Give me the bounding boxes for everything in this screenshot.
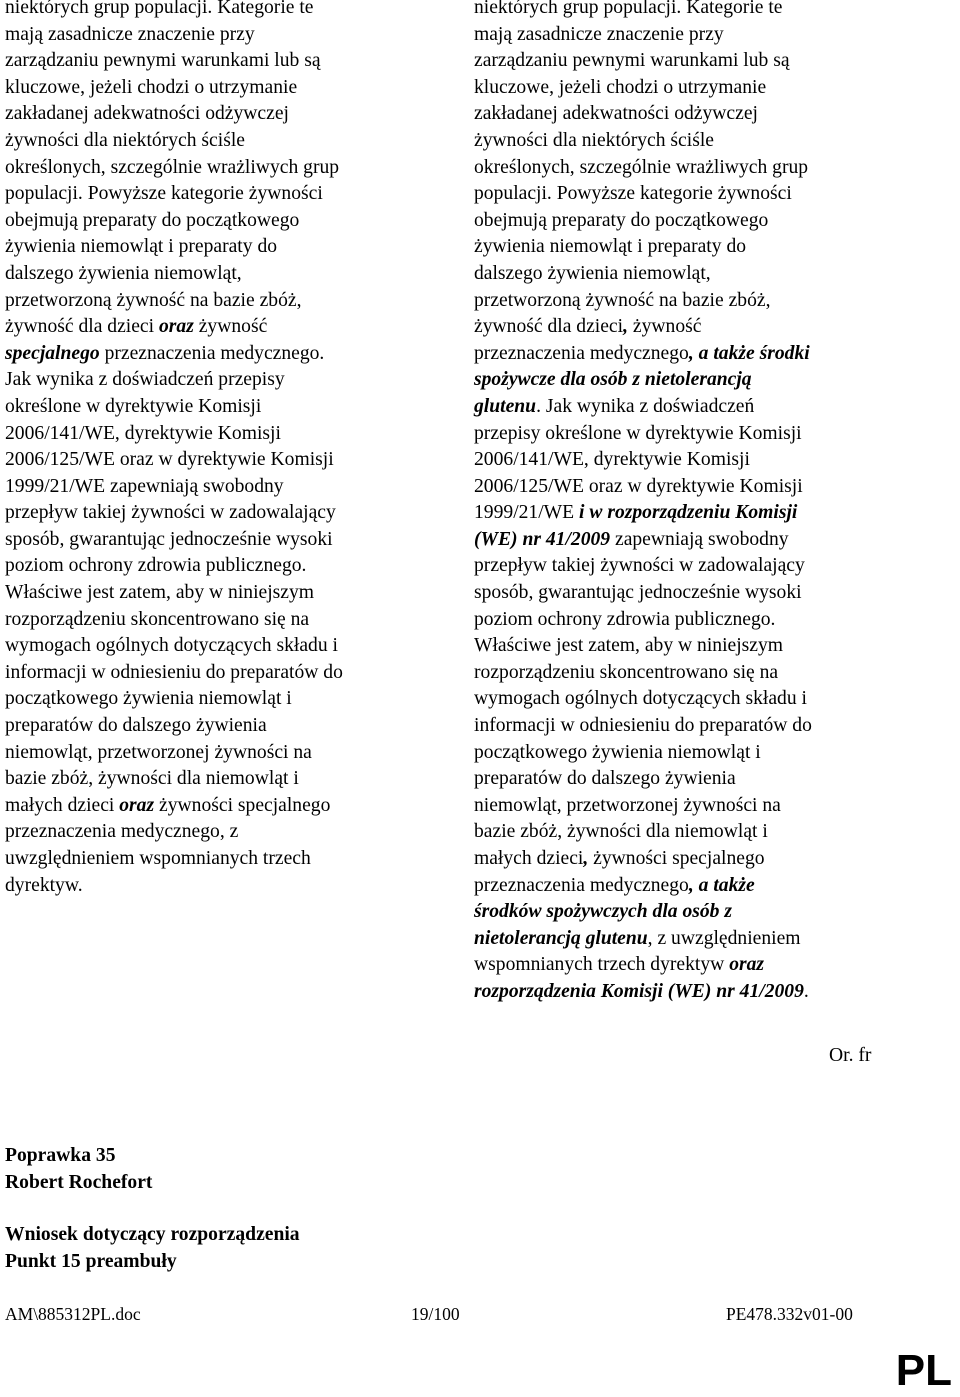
text-line <box>5 447 425 474</box>
text-line <box>5 686 425 713</box>
text-line <box>474 341 914 368</box>
text-line <box>474 873 914 900</box>
text-line <box>474 181 914 208</box>
amendment-number: Poprawka 35 <box>5 1145 116 1166</box>
text-run: preparatów do dalszego żywienia <box>474 768 736 790</box>
text-run: niektórych grup populacji. Kategorie te <box>5 0 314 18</box>
amended-text: , <box>583 848 589 869</box>
text-line <box>5 819 425 846</box>
language-code: PL <box>895 1346 952 1395</box>
text-run: wspomnianych trzech dyrektyw <box>474 954 730 976</box>
text-run: wymogach ogólnych dotyczących składu i <box>474 688 807 710</box>
text-line <box>474 979 914 1006</box>
text-line <box>5 0 425 22</box>
text-line <box>5 394 425 421</box>
text-line <box>474 22 914 49</box>
text-run: Jak wynika z doświadczeń przepisy <box>5 369 285 391</box>
text-line <box>474 208 914 235</box>
text-line <box>5 474 425 501</box>
text-line <box>5 261 425 288</box>
text-run: przetworzoną żywność na bazie zbóż, <box>5 289 302 311</box>
amended-text: (WE) nr 41/2009 <box>474 528 611 550</box>
text-run: 1999/21/WE zapewniają swobodny <box>5 475 284 497</box>
text-run: dyrektyw. <box>5 874 83 896</box>
text-run: , z uwzględnieniem <box>647 927 801 949</box>
text-line <box>474 261 914 288</box>
text-line <box>474 793 914 820</box>
footer-page-number: 19/100 <box>411 1304 460 1324</box>
text-line <box>5 553 425 580</box>
text-run: żywności dla niektórych ściśle <box>474 129 714 151</box>
text-run: przepływ takiej żywności w zadowalający <box>5 502 336 524</box>
text-line <box>474 367 914 394</box>
text-line <box>5 873 425 900</box>
text-line <box>474 819 914 846</box>
text-run: żywienia niemowląt i preparaty do <box>5 236 278 258</box>
text-line <box>5 181 425 208</box>
text-run: rozporządzeniu skoncentrowano się na <box>5 608 310 630</box>
text-run: Właściwe jest zatem, aby w niniejszym <box>5 582 315 604</box>
text-line <box>5 48 425 75</box>
text-run: małych dzieci <box>474 848 584 869</box>
text-line <box>5 766 425 793</box>
amended-text: środków spożywczych dla osób z <box>474 901 733 923</box>
text-run: przetworzoną żywność na bazie zbóż, <box>474 289 771 311</box>
text-line <box>474 607 914 634</box>
text-run: żywności dla niektórych ściśle <box>5 129 245 151</box>
text-run: określonych, szczególnie wrażliwych grup <box>5 156 340 178</box>
text-run: rozporządzeniu skoncentrowano się na <box>474 661 779 683</box>
text-line <box>5 421 425 448</box>
text-run: populacji. Powyższe kategorie żywności <box>5 183 323 205</box>
text-line <box>5 527 425 554</box>
text-line <box>474 48 914 75</box>
amended-text: spożywcze dla osób z nietolerancją <box>474 369 752 391</box>
text-run: sposób, gwarantując jednocześnie wysoki <box>5 528 333 550</box>
text-run: 2006/125/WE oraz w dyrektywie Komisji <box>5 449 334 471</box>
text-line <box>5 740 425 767</box>
text-run: obejmują preparaty do początkowego <box>5 209 300 231</box>
text-run: niemowląt, przetworzonej żywności na <box>5 741 312 763</box>
text-line <box>474 580 914 607</box>
text-run: 1999/21/WE <box>474 502 580 524</box>
text-line <box>5 846 425 873</box>
text-line <box>474 633 914 660</box>
text-run: zakładanej adekwatności odżywczej <box>5 103 289 125</box>
text-line <box>474 926 914 953</box>
text-run: zapewniają swobodny <box>610 528 789 550</box>
text-line <box>474 421 914 448</box>
text-line <box>5 208 425 235</box>
text-run: mają zasadnicze znaczenie przy <box>5 23 255 45</box>
text-run: kluczowe, jeżeli chodzi o utrzymanie <box>5 76 298 98</box>
text-run: poziom ochrony zdrowia publicznego. <box>5 555 307 577</box>
footer-document-reference: PE478.332v01-00 <box>726 1304 853 1324</box>
amended-text: , <box>623 316 628 338</box>
amended-text: , a także środki <box>688 342 810 364</box>
left-column-text <box>5 0 425 899</box>
text-line <box>5 500 425 527</box>
text-run: informacji w odniesieniu do preparatów do <box>474 715 812 737</box>
text-line <box>474 394 914 421</box>
amended-text: oraz <box>729 954 765 976</box>
text-run: uwzględnieniem wspomnianych trzech <box>5 848 311 869</box>
text-line <box>474 155 914 182</box>
text-line <box>474 500 914 527</box>
amended-text: i w rozporządzeniu Komisji <box>579 502 798 524</box>
text-run: wymogach ogólnych dotyczących składu i <box>5 635 338 657</box>
text-line <box>5 22 425 49</box>
text-line <box>5 633 425 660</box>
text-run: określone w dyrektywie Komisji <box>5 395 262 417</box>
amended-text: nietolerancją glutenu <box>474 927 648 949</box>
text-run: małych dzieci <box>5 794 120 816</box>
text-run: . <box>803 980 809 1002</box>
text-run: żywność <box>627 316 702 338</box>
right-column-text <box>474 0 914 1006</box>
text-run: przeznaczenia medycznego <box>474 874 689 896</box>
text-run: populacji. Powyższe kategorie żywności <box>474 183 792 205</box>
text-line <box>474 0 914 22</box>
text-run: początkowego żywienia niemowląt i <box>5 688 292 710</box>
text-line <box>474 75 914 102</box>
text-run: 2006/141/WE, dyrektywie Komisji <box>5 422 281 444</box>
text-line <box>5 367 425 394</box>
text-line <box>5 341 425 368</box>
text-run: przeznaczenia medycznego, z <box>5 821 239 843</box>
text-run: zarządzaniu pewnymi warunkami lub są <box>474 50 790 72</box>
text-line <box>5 288 425 315</box>
amended-text: glutenu <box>474 395 537 417</box>
text-run: zakładanej adekwatności odżywczej <box>474 103 758 125</box>
text-line <box>5 155 425 182</box>
amended-text: oraz <box>119 794 155 816</box>
text-line <box>474 101 914 128</box>
text-line <box>5 713 425 740</box>
text-line <box>474 527 914 554</box>
text-line <box>5 607 425 634</box>
text-line <box>474 899 914 926</box>
text-line <box>474 846 914 873</box>
text-run: informacji w odniesieniu do preparatów do <box>5 661 343 683</box>
amendment-subject <box>5 1222 300 1275</box>
text-line <box>5 75 425 102</box>
text-run: niektórych grup populacji. Kategorie te <box>474 0 783 18</box>
text-run: kluczowe, jeżeli chodzi o utrzymanie <box>474 76 767 98</box>
text-run: żywność dla dzieci <box>474 316 624 338</box>
amended-text: rozporządzenia Komisji (WE) nr 41/2009 <box>474 980 804 1002</box>
amendment-header <box>5 1143 152 1196</box>
amended-text: specjalnego <box>5 342 100 364</box>
text-run: zarządzaniu pewnymi warunkami lub są <box>5 50 321 72</box>
text-run: początkowego żywienia niemowląt i <box>474 741 761 763</box>
text-run: żywności specjalnego <box>588 848 765 869</box>
text-line <box>474 234 914 261</box>
text-line <box>5 128 425 155</box>
text-run: niemowląt, przetworzonej żywności na <box>474 794 781 816</box>
text-run: bazie zbóż, żywności dla niemowląt i <box>474 821 768 843</box>
text-line <box>474 314 914 341</box>
text-run: dalszego żywienia niemowląt, <box>5 262 242 284</box>
text-line <box>5 234 425 261</box>
footer-file-name: AM\885312PL.doc <box>5 1304 141 1324</box>
text-run: przeznaczenia medycznego <box>474 342 689 364</box>
text-line <box>474 952 914 979</box>
text-line <box>474 447 914 474</box>
text-line <box>474 686 914 713</box>
text-run: obejmują preparaty do początkowego <box>474 209 769 231</box>
text-run: żywność <box>193 316 268 338</box>
text-run: preparatów do dalszego żywienia <box>5 715 267 737</box>
text-run: bazie zbóż, żywności dla niemowląt i <box>5 768 299 790</box>
text-line <box>474 128 914 155</box>
text-run: żywienia niemowląt i preparaty do <box>474 236 747 258</box>
text-run: poziom ochrony zdrowia publicznego. <box>474 608 776 630</box>
text-run: dalszego żywienia niemowląt, <box>474 262 711 284</box>
text-run: żywności specjalnego <box>154 794 331 816</box>
text-line <box>5 580 425 607</box>
text-line <box>5 660 425 687</box>
text-run: 2006/125/WE oraz w dyrektywie Komisji <box>474 475 803 497</box>
text-run: Właściwe jest zatem, aby w niniejszym <box>474 635 784 657</box>
text-line <box>474 713 914 740</box>
amended-text: oraz <box>158 316 194 338</box>
text-run: przepisy określone w dyrektywie Komisji <box>474 422 802 444</box>
text-run: żywność dla dzieci <box>5 316 159 338</box>
text-run: przeznaczenia medycznego. <box>99 342 325 364</box>
text-line <box>5 314 425 341</box>
text-line <box>5 101 425 128</box>
text-run: sposób, gwarantując jednocześnie wysoki <box>474 582 802 604</box>
text-run: przepływ takiej żywności w zadowalający <box>474 555 805 577</box>
text-line <box>474 553 914 580</box>
text-line <box>474 766 914 793</box>
text-line <box>474 288 914 315</box>
text-line <box>474 740 914 767</box>
text-run: . Jak wynika z doświadczeń <box>536 395 755 417</box>
amendment-author: Robert Rochefort <box>5 1171 153 1193</box>
amended-text: , a także <box>688 874 755 896</box>
text-run: mają zasadnicze znaczenie przy <box>474 23 724 45</box>
text-line <box>474 660 914 687</box>
text-line <box>474 474 914 501</box>
recital-reference: Punkt 15 preambuły <box>5 1250 177 1272</box>
text-run: określonych, szczególnie wrażliwych grup <box>474 156 809 178</box>
original-language-note: Or. fr <box>829 1045 872 1066</box>
proposal-title: Wniosek dotyczący rozporządzenia <box>5 1224 300 1245</box>
text-line <box>5 793 425 820</box>
text-run: 2006/141/WE, dyrektywie Komisji <box>474 449 750 471</box>
